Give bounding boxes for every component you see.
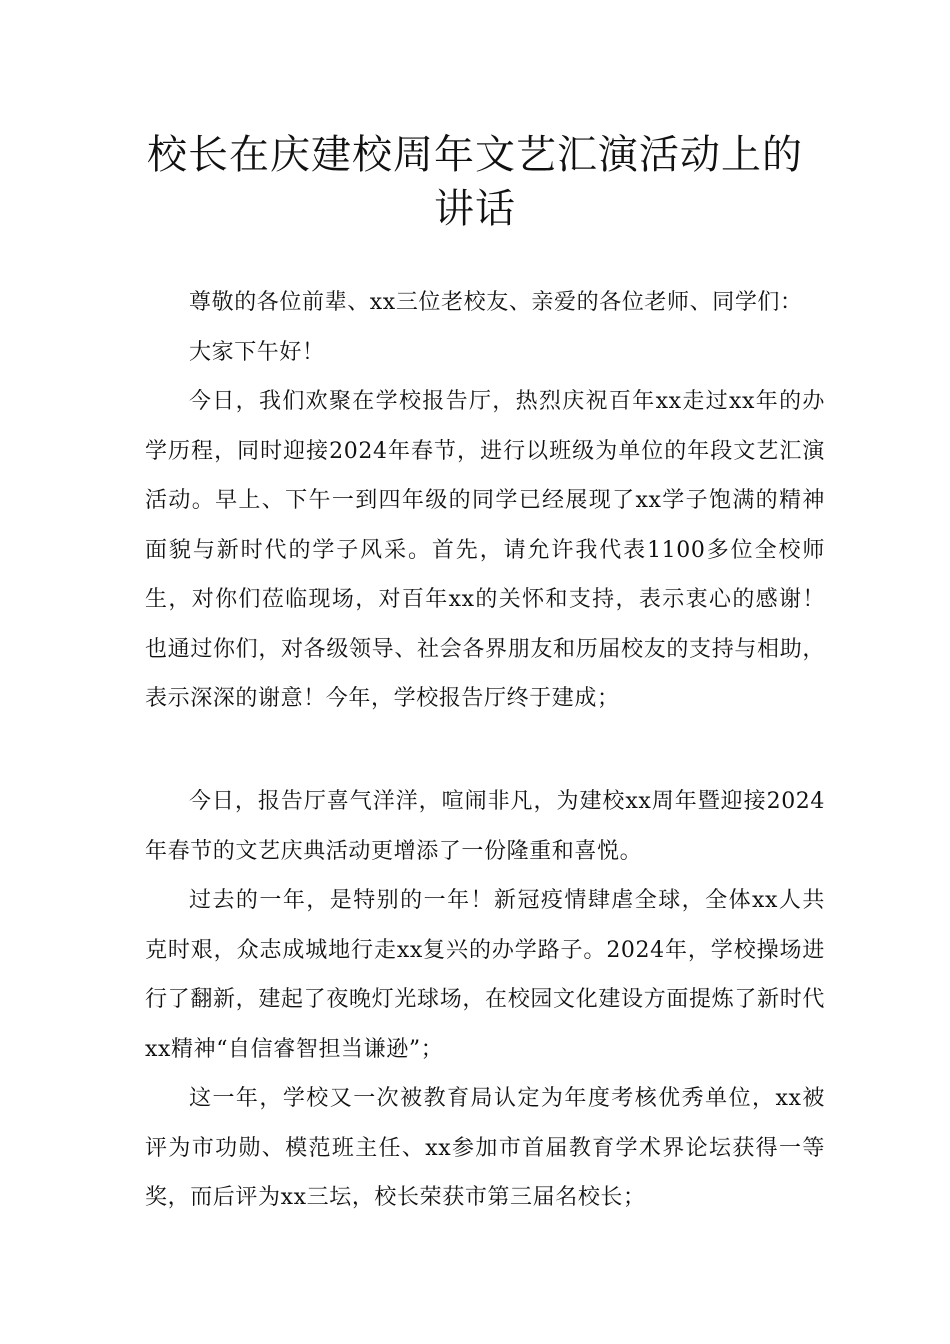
greeting-paragraph: 大家下午好！ <box>189 339 325 365</box>
body-paragraph: 今日，我们欢聚在学校报告厅，热烈庆祝百年xx走过xx年的办学历程，同时迎接2024年春节，进行以班级为单位的年段文艺汇演活动。早上、下午一到四年级的同学已经展现了xx学子饱满的精神面貌与新时代的学子风采。首先，请允许我代表1100多位全校师生，对你们莅临现场，对百年xx的关怀和支持，表示衷心的感谢！也通过你们，对各级领导、社会各界朋友和历届校友的支持与相助，表示深深的谢意！今年，学校报告厅终于建成； <box>145 389 825 711</box>
body-paragraph: 过去的一年，是特别的一年！新冠疫情肆虐全球，全体xx人共克时艰，众志成城地行走xx复兴的办学路子。2024年，学校操场进行了翻新，建起了夜晚灯光球场，在校园文化建设方面提炼了新时代xx精神“自信睿智担当谦逊”； <box>145 888 825 1062</box>
body-paragraph: 今日，报告厅喜气洋洋，喧闹非凡，为建校xx周年暨迎接2024年春节的文艺庆典活动更增添了一份隆重和喜悦。 <box>145 789 825 864</box>
document-body-section-1 <box>145 278 825 724</box>
salutation-paragraph: 尊敬的各位前辈、xx三位老校友、亲爱的各位老师、同学们： <box>189 290 803 315</box>
document-body-section-2 <box>145 777 825 1223</box>
body-paragraph: 这一年，学校又一次被教育局认定为年度考核优秀单位，xx被评为市功勋、模范班主任、xx参加市首届教育学术界论坛获得一等奖，而后评为xx三坛，校长荣获市第三届名校长； <box>145 1086 825 1210</box>
document-title: 校长在庆建校周年文艺汇演活动上的讲话 <box>147 132 803 232</box>
